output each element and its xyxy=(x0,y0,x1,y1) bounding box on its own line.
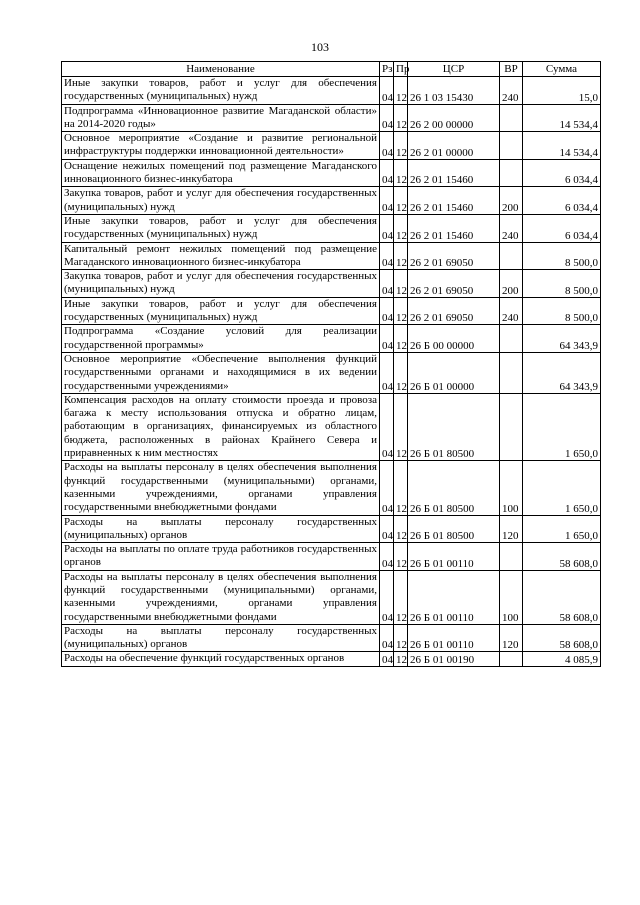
cell-rz: 04 xyxy=(380,159,394,187)
cell-vr: 200 xyxy=(500,270,523,298)
cell-rz: 04 xyxy=(380,543,394,571)
cell-pr: 12 xyxy=(394,242,408,270)
cell-vr: 120 xyxy=(500,515,523,543)
cell-sum: 14 534,4 xyxy=(523,132,601,160)
cell-rz: 04 xyxy=(380,270,394,298)
cell-name: Иные закупки товаров, работ и услуг для обеспечения государственных (муниципальных) нужд xyxy=(62,77,380,105)
header-sum: Сумма xyxy=(523,62,601,77)
cell-rz: 04 xyxy=(380,352,394,393)
cell-csr: 26 Б 01 00190 xyxy=(408,652,500,666)
cell-sum: 6 034,4 xyxy=(523,159,601,187)
cell-rz: 04 xyxy=(380,652,394,666)
cell-sum: 1 650,0 xyxy=(523,515,601,543)
cell-pr: 12 xyxy=(394,77,408,105)
cell-rz: 04 xyxy=(380,77,394,105)
cell-pr: 12 xyxy=(394,159,408,187)
cell-pr: 12 xyxy=(394,297,408,325)
cell-sum: 14 534,4 xyxy=(523,104,601,132)
cell-csr: 26 2 01 00000 xyxy=(408,132,500,160)
table-row xyxy=(62,393,601,460)
cell-csr: 26 Б 01 00110 xyxy=(408,543,500,571)
cell-sum: 58 608,0 xyxy=(523,543,601,571)
cell-rz: 04 xyxy=(380,104,394,132)
cell-rz: 04 xyxy=(380,624,394,652)
table-row xyxy=(62,352,601,393)
cell-csr: 26 2 01 15460 xyxy=(408,187,500,215)
cell-vr: 100 xyxy=(500,570,523,624)
cell-rz: 04 xyxy=(380,214,394,242)
header-pr: Пр xyxy=(394,62,408,77)
header-csr: ЦСР xyxy=(408,62,500,77)
cell-vr: 120 xyxy=(500,624,523,652)
header-rz: Рз xyxy=(380,62,394,77)
cell-sum: 64 343,9 xyxy=(523,325,601,353)
cell-name: Закупка товаров, работ и услуг для обеспечения государственных (муниципальных) нужд xyxy=(62,270,380,298)
table-row xyxy=(62,652,601,666)
cell-vr: 240 xyxy=(500,214,523,242)
cell-name: Подпрограмма «Создание условий для реализации государственной программы» xyxy=(62,325,380,353)
cell-sum: 8 500,0 xyxy=(523,297,601,325)
cell-pr: 12 xyxy=(394,393,408,460)
cell-vr: 100 xyxy=(500,461,523,515)
cell-pr: 12 xyxy=(394,270,408,298)
cell-pr: 12 xyxy=(394,325,408,353)
cell-csr: 26 Б 01 00110 xyxy=(408,624,500,652)
cell-sum: 1 650,0 xyxy=(523,461,601,515)
cell-name: Иные закупки товаров, работ и услуг для обеспечения государственных (муниципальных) нужд xyxy=(62,297,380,325)
cell-name: Подпрограмма «Инновационное развитие Магаданской области» на 2014-2020 годы» xyxy=(62,104,380,132)
cell-pr: 12 xyxy=(394,214,408,242)
cell-vr: 200 xyxy=(500,187,523,215)
cell-pr: 12 xyxy=(394,461,408,515)
cell-pr: 12 xyxy=(394,624,408,652)
cell-csr: 26 Б 01 80500 xyxy=(408,515,500,543)
cell-pr: 12 xyxy=(394,187,408,215)
cell-csr: 26 2 01 69050 xyxy=(408,270,500,298)
cell-rz: 04 xyxy=(380,325,394,353)
cell-vr xyxy=(500,543,523,571)
cell-sum: 64 343,9 xyxy=(523,352,601,393)
cell-sum: 6 034,4 xyxy=(523,214,601,242)
cell-name: Расходы на выплаты персоналу в целях обеспечения выполнения функций государственными (муниципальными) органами, казенными учреждениями, органами управления государственными внебюджетными фондами xyxy=(62,570,380,624)
table-row xyxy=(62,570,601,624)
cell-vr: 240 xyxy=(500,297,523,325)
cell-name: Расходы на обеспечение функций государственных органов xyxy=(62,652,380,666)
table-row xyxy=(62,242,601,270)
header-vr: ВР xyxy=(500,62,523,77)
table-row xyxy=(62,624,601,652)
cell-sum: 58 608,0 xyxy=(523,624,601,652)
cell-vr xyxy=(500,242,523,270)
table-row xyxy=(62,132,601,160)
table-row xyxy=(62,104,601,132)
table-row xyxy=(62,515,601,543)
table-body xyxy=(62,77,601,667)
cell-vr xyxy=(500,159,523,187)
cell-name: Закупка товаров, работ и услуг для обеспечения государственных (муниципальных) нужд xyxy=(62,187,380,215)
cell-csr: 26 Б 01 80500 xyxy=(408,393,500,460)
table-row xyxy=(62,270,601,298)
cell-vr xyxy=(500,352,523,393)
cell-sum: 1 650,0 xyxy=(523,393,601,460)
table-row xyxy=(62,297,601,325)
cell-pr: 12 xyxy=(394,104,408,132)
cell-name: Основное мероприятие «Обеспечение выполнения функций государственными органами и находящимися в их ведении государственными учреждениями» xyxy=(62,352,380,393)
cell-csr: 26 2 01 15460 xyxy=(408,214,500,242)
cell-csr: 26 Б 00 00000 xyxy=(408,325,500,353)
cell-sum: 8 500,0 xyxy=(523,270,601,298)
cell-sum: 15,0 xyxy=(523,77,601,105)
cell-name: Компенсация расходов на оплату стоимости проезда и провоза багажа к месту использования отпуска и обратно лицам, работающим в организациях, финансируемых из областного бюджета, расположенных в районах Крайнего Севера и приравненных к ним местностях xyxy=(62,393,380,460)
page-number: 103 xyxy=(311,40,329,54)
cell-name: Расходы на выплаты по оплате труда работников государственных органов xyxy=(62,543,380,571)
cell-rz: 04 xyxy=(380,393,394,460)
cell-csr: 26 Б 01 00110 xyxy=(408,570,500,624)
cell-vr: 240 xyxy=(500,77,523,105)
cell-pr: 12 xyxy=(394,515,408,543)
table-row xyxy=(62,77,601,105)
budget-table xyxy=(61,61,601,667)
cell-sum: 58 608,0 xyxy=(523,570,601,624)
cell-vr xyxy=(500,393,523,460)
cell-csr: 26 2 01 69050 xyxy=(408,297,500,325)
table-header-row xyxy=(62,62,601,77)
cell-rz: 04 xyxy=(380,242,394,270)
table-row xyxy=(62,325,601,353)
cell-name: Иные закупки товаров, работ и услуг для обеспечения государственных (муниципальных) нужд xyxy=(62,214,380,242)
table-row xyxy=(62,159,601,187)
table-row xyxy=(62,214,601,242)
cell-name: Расходы на выплаты персоналу государственных (муниципальных) органов xyxy=(62,624,380,652)
cell-csr: 26 2 01 69050 xyxy=(408,242,500,270)
cell-name: Расходы на выплаты персоналу государственных (муниципальных) органов xyxy=(62,515,380,543)
cell-rz: 04 xyxy=(380,187,394,215)
table-row xyxy=(62,187,601,215)
cell-pr: 12 xyxy=(394,652,408,666)
cell-sum: 6 034,4 xyxy=(523,187,601,215)
cell-sum: 8 500,0 xyxy=(523,242,601,270)
cell-pr: 12 xyxy=(394,570,408,624)
cell-csr: 26 Б 01 80500 xyxy=(408,461,500,515)
cell-name: Расходы на выплаты персоналу в целях обеспечения выполнения функций государственными (муниципальными) органами, казенными учреждениями, органами управления государственными внебюджетными фондами xyxy=(62,461,380,515)
cell-rz: 04 xyxy=(380,132,394,160)
cell-csr: 26 2 01 15460 xyxy=(408,159,500,187)
header-name: Наименование xyxy=(62,62,380,77)
cell-pr: 12 xyxy=(394,132,408,160)
cell-rz: 04 xyxy=(380,570,394,624)
cell-vr xyxy=(500,104,523,132)
cell-csr: 26 2 00 00000 xyxy=(408,104,500,132)
cell-name: Основное мероприятие «Создание и развитие региональной инфраструктуры поддержки инновационной деятельности» xyxy=(62,132,380,160)
cell-pr: 12 xyxy=(394,352,408,393)
cell-csr: 26 Б 01 00000 xyxy=(408,352,500,393)
cell-sum: 4 085,9 xyxy=(523,652,601,666)
cell-csr: 26 1 03 15430 xyxy=(408,77,500,105)
table-row xyxy=(62,543,601,571)
cell-vr xyxy=(500,325,523,353)
cell-name: Оснащение нежилых помещений под размещение Магаданского инновационного бизнес-инкубатора xyxy=(62,159,380,187)
table-row xyxy=(62,461,601,515)
cell-vr xyxy=(500,652,523,666)
cell-vr xyxy=(500,132,523,160)
cell-rz: 04 xyxy=(380,297,394,325)
cell-rz: 04 xyxy=(380,461,394,515)
cell-rz: 04 xyxy=(380,515,394,543)
cell-pr: 12 xyxy=(394,543,408,571)
cell-name: Капитальный ремонт нежилых помещений под размещение Магаданского инновационного бизнес-инкубатора xyxy=(62,242,380,270)
